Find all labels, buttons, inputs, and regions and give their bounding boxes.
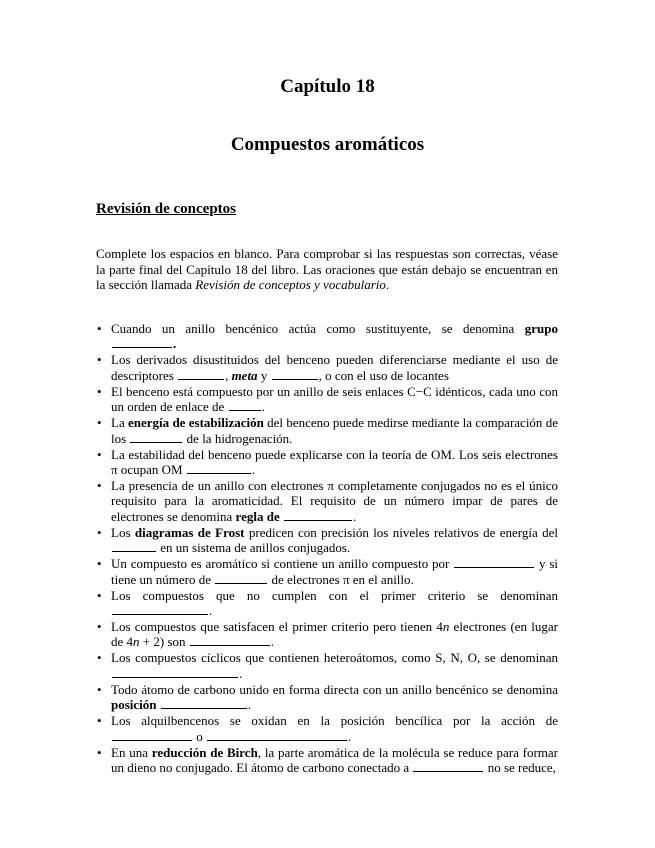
list-item: • El benceno está compuesto por un anillo de seis enlaces C−C idénticos, cada uno con un orden de enlace de . bbox=[96, 384, 558, 415]
intro-text-end: . bbox=[385, 277, 390, 292]
list-item: • En una reducción de Birch, la parte aromática de la molécula se reduce para formar un dieno no conjugado. El átomo de carbono conectado a no se reduce, bbox=[96, 745, 558, 776]
list-item: • Los derivados disustituidos del benceno pueden diferenciarse mediante el uso de descriptores , meta y , o con el uso de locantes bbox=[96, 352, 558, 383]
list-item: • Los compuestos que no cumplen con el primer criterio se denominan . bbox=[96, 588, 558, 619]
list-item: • Los alquilbencenos se oxidan en la posición bencílica por la acción de o . bbox=[96, 713, 558, 744]
chapter-title: Compuestos aromáticos bbox=[230, 134, 425, 155]
answer-blank[interactable] bbox=[190, 634, 270, 646]
answer-blank[interactable] bbox=[112, 729, 192, 741]
list-item: • Cuando un anillo bencénico actúa como sustituyente, se denomina grupo . bbox=[96, 321, 558, 352]
answer-blank[interactable] bbox=[112, 666, 238, 678]
answer-blank[interactable] bbox=[130, 431, 182, 443]
answer-blank[interactable] bbox=[161, 697, 247, 709]
answer-blank[interactable] bbox=[207, 729, 347, 741]
concept-list bbox=[96, 321, 558, 776]
answer-blank[interactable] bbox=[178, 368, 224, 380]
answer-blank[interactable] bbox=[229, 399, 261, 411]
answer-blank[interactable] bbox=[187, 462, 251, 474]
intro-italic-reference: Revisión de conceptos y vocabulario bbox=[195, 277, 386, 292]
list-item: • La presencia de un anillo con electrones π completamente conjugados no es el único requisito para la aromaticidad. El requisito de un número impar de pares de electrones se denomina regla de . bbox=[96, 478, 558, 524]
answer-blank[interactable] bbox=[112, 336, 172, 348]
intro-text: Complete los espacios en blanco. Para comprobar si las respuestas son correctas, véase la parte final del Capítulo 18 del libro. Las oraciones que están debajo se encuentran en la sección llamada bbox=[96, 246, 558, 292]
answer-blank[interactable] bbox=[112, 540, 156, 552]
section-heading: Revisión de conceptos bbox=[96, 201, 236, 217]
list-item: • Los compuestos cíclicos que contienen heteroátomos, como S, N, O, se denominan . bbox=[96, 650, 558, 681]
list-item: • La estabilidad del benceno puede explicarse con la teoría de OM. Los seis electrones π ocupan OM . bbox=[96, 447, 558, 478]
list-item: • Todo átomo de carbono unido en forma directa con un anillo bencénico se denomina posición . bbox=[96, 682, 558, 713]
intro-paragraph bbox=[96, 246, 558, 293]
list-item: • Un compuesto es aromático si contiene un anillo compuesto por y si tiene un número de de electrones π en el anillo. bbox=[96, 556, 558, 587]
list-item: • Los diagramas de Frost predicen con precisión los niveles relativos de energía del en un sistema de anillos conjugados. bbox=[96, 525, 558, 556]
chapter-heading: Capítulo 18 bbox=[280, 76, 375, 97]
answer-blank[interactable] bbox=[112, 603, 208, 615]
answer-blank[interactable] bbox=[454, 556, 534, 568]
answer-blank[interactable] bbox=[284, 509, 352, 521]
answer-blank[interactable] bbox=[413, 760, 483, 772]
answer-blank[interactable] bbox=[215, 572, 267, 584]
answer-blank[interactable] bbox=[272, 368, 318, 380]
list-item: • Los compuestos que satisfacen el primer criterio pero tienen 4n electrones (en lugar de 4n + 2) son . bbox=[96, 619, 558, 650]
list-item: • La energía de estabilización del benceno puede medirse mediante la comparación de los de la hidrogenación. bbox=[96, 415, 558, 446]
